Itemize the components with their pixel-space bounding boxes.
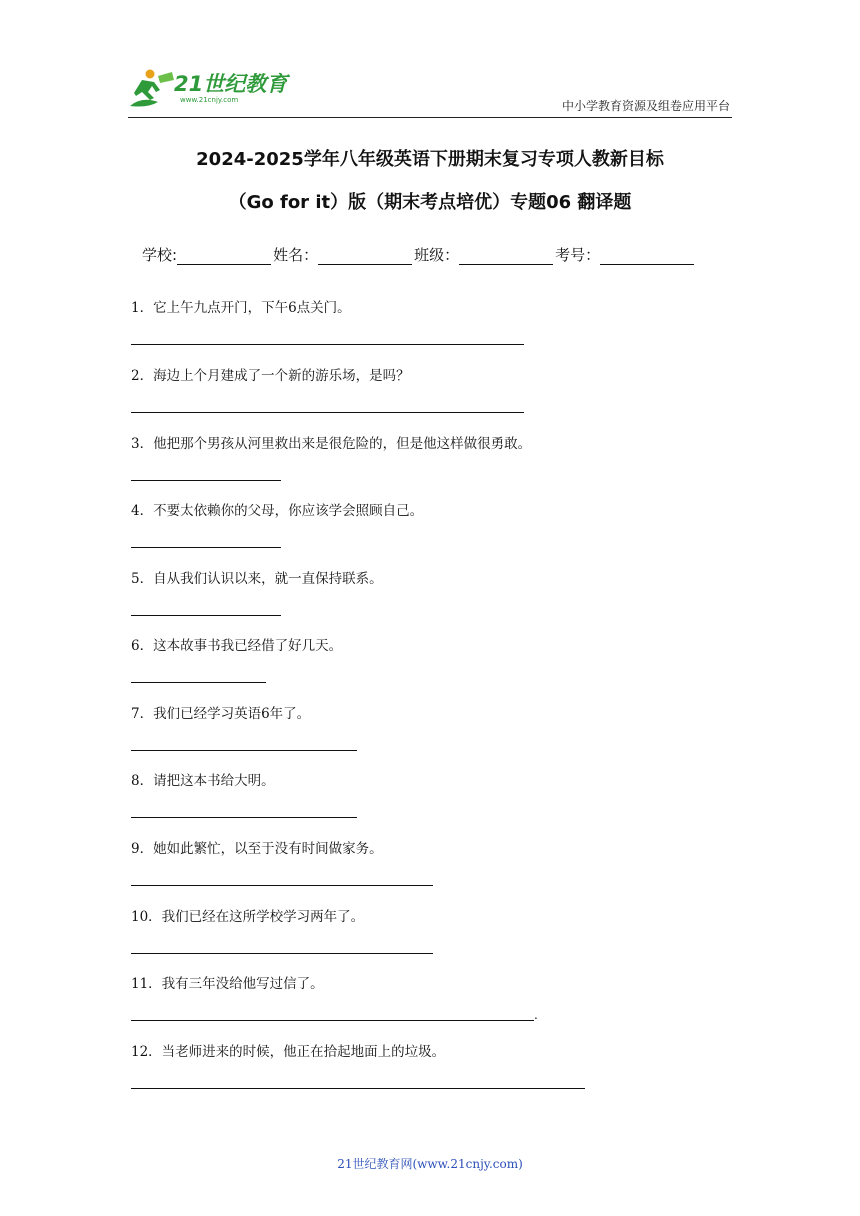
answer-11-period: . (534, 1008, 538, 1022)
answer-line-9[interactable] (131, 885, 433, 886)
name-label: 姓名： (273, 246, 319, 264)
question-4: 4．不要太依赖你的父母，你应该学会照顾自己。 (131, 503, 424, 519)
school-field[interactable] (177, 246, 271, 265)
student-info-row (142, 244, 696, 265)
class-label: 班级： (414, 246, 460, 264)
question-9: 9．她如此繁忙，以至于没有时间做家务。 (131, 841, 383, 857)
logo-text: 21世纪教育 (174, 72, 288, 96)
site-logo (122, 66, 292, 116)
question-11: 11．我有三年没给他写过信了。 (131, 976, 324, 992)
question-6: 6．这本故事书我已经借了好几天。 (131, 638, 343, 654)
question-7: 7．我们已经学习英语6年了。 (131, 706, 311, 722)
question-1: 1．它上午九点开门，下午6点关门。 (131, 300, 351, 316)
runner-logo-icon (122, 66, 182, 116)
question-3: 3．他把那个男孩从河里救出来是很危险的，但是他这样做很勇敢。 (131, 436, 532, 452)
school-label: 学校: (142, 246, 178, 264)
answer-line-5[interactable] (131, 615, 281, 616)
name-field[interactable] (318, 246, 412, 265)
footer-link[interactable]: 21世纪教育网(www.21cnjy.com) (337, 1157, 523, 1171)
answer-line-11[interactable] (131, 1020, 534, 1021)
question-2: 2．海边上个月建成了一个新的游乐场，是吗？ (131, 368, 410, 384)
exam-no-field[interactable] (600, 246, 694, 265)
header-divider (128, 117, 732, 118)
logo-url: www.21cnjy.com (180, 96, 239, 104)
answer-line-4[interactable] (131, 547, 281, 548)
answer-line-8[interactable] (131, 817, 357, 818)
platform-label: 中小学教育资源及组卷应用平台 (561, 99, 730, 113)
answer-line-3[interactable] (131, 480, 281, 481)
question-5: 5．自从我们认识以来，就一直保持联系。 (131, 571, 383, 587)
answer-line-6[interactable] (131, 682, 266, 683)
page-title-line-2: （Go for it）版（期末考点培优）专题06 翻译题 (228, 192, 632, 213)
answer-line-10[interactable] (131, 953, 433, 954)
question-10: 10．我们已经在这所学校学习两年了。 (131, 909, 365, 925)
answer-line-2[interactable] (131, 412, 524, 413)
answer-line-12[interactable] (131, 1088, 585, 1089)
exam-no-label: 考号： (555, 246, 601, 264)
class-field[interactable] (459, 246, 553, 265)
answer-line-1[interactable] (131, 344, 524, 345)
page-title-line-1: 2024-2025学年八年级英语下册期末复习专项人教新目标 (196, 149, 664, 170)
answer-line-7[interactable] (131, 750, 357, 751)
question-12: 12．当老师进来的时候，他正在拾起地面上的垃圾。 (131, 1044, 446, 1060)
question-8: 8．请把这本书给大明。 (131, 773, 275, 789)
